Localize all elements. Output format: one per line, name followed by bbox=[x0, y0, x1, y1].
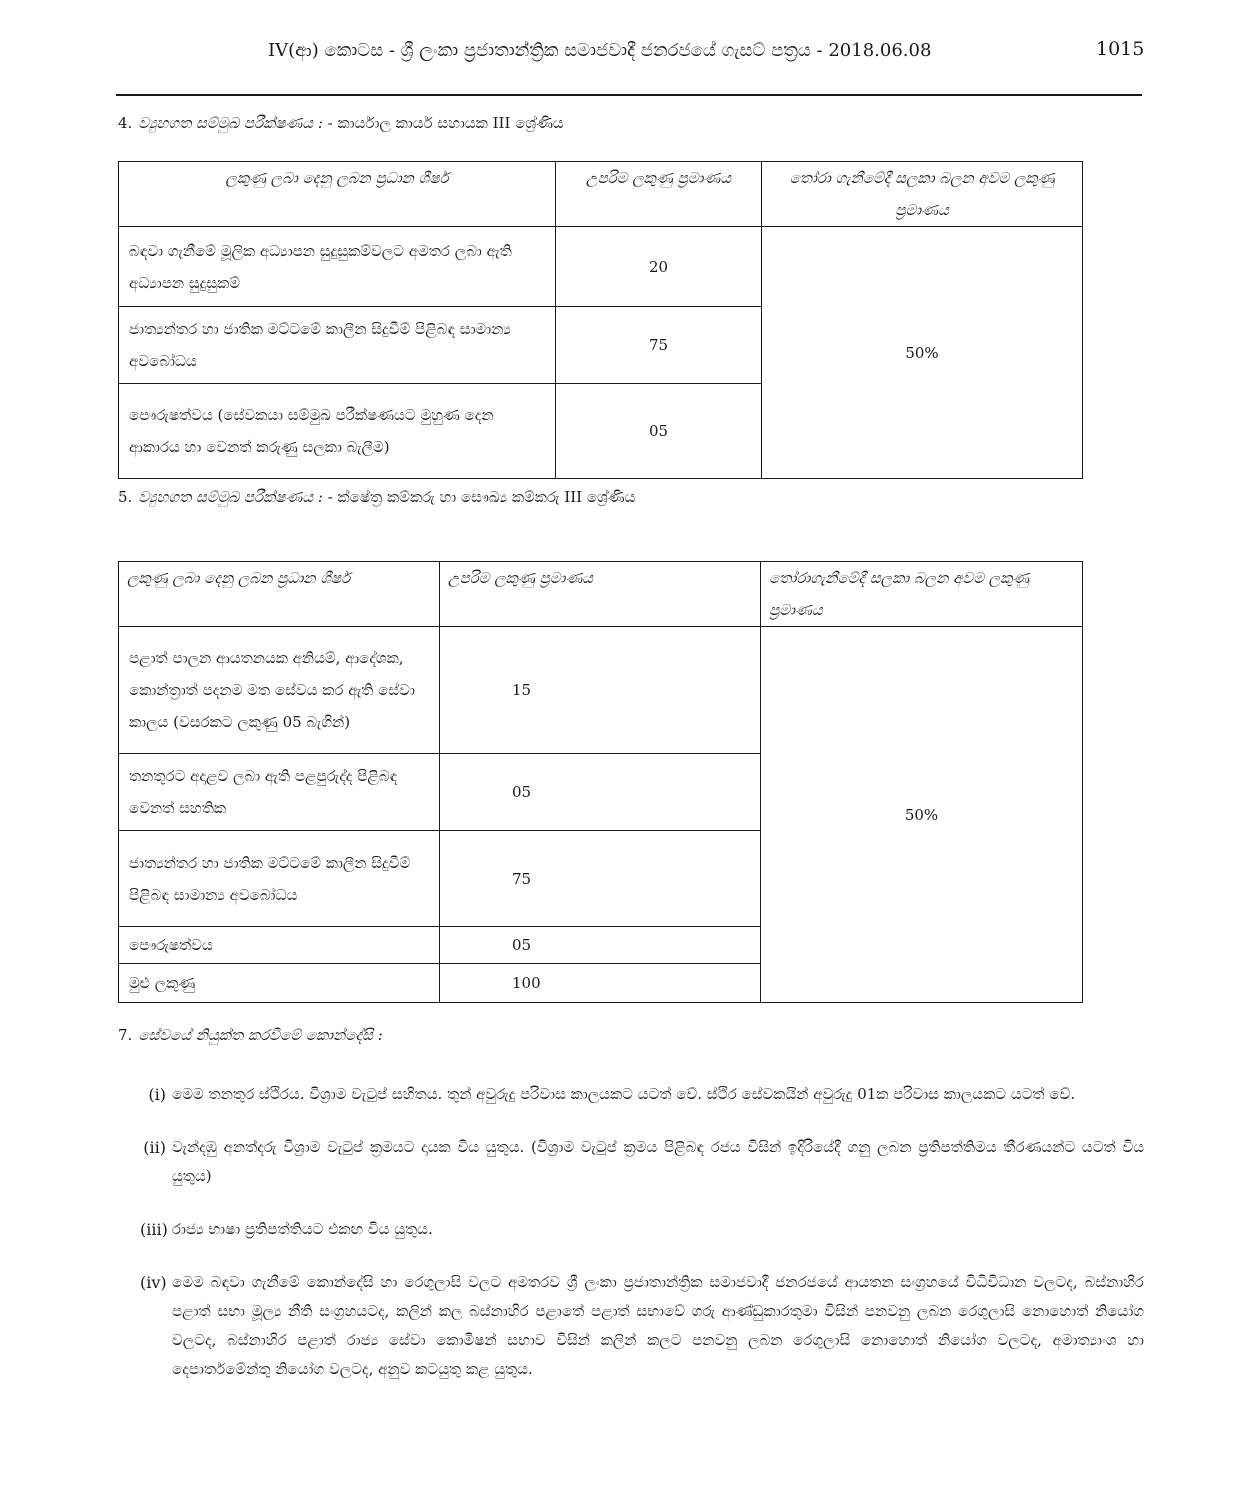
list-item bbox=[140, 1215, 1144, 1244]
condition-text: මෙම තනතුර ස්ථිරය. විශ්‍රාම වැටුප් සහිතය. තුන් අවුරුදු පරිවාස කාලයකට යටත් වේ. ස්ථිර සේවකයින් අවුරුදු 01ක පරිවාස කාලයකට යටත් වේ. bbox=[172, 1085, 1076, 1103]
max-marks-cell: 05 bbox=[440, 754, 761, 831]
min-marks-cell: 50% bbox=[762, 227, 1083, 479]
section-4-heading bbox=[118, 114, 564, 132]
criterion-cell: පෞරුෂත්වය (සේවකයා සම්මුඛ පරීක්ෂණයට මුහුණ දෙන ආකාරය හා වෙනත් කරුණු සලකා බැලීම) bbox=[119, 384, 556, 479]
conditions-list bbox=[140, 1080, 1144, 1384]
condition-text: මෙම බඳවා ගැනීමේ කොන්දේසි හා රෙගුලාසි වලට අමතරව ශ්‍රී ලංකා ප්‍රජාතාන්ත්‍රික සමාජවාදී ජනරජයේ ආයතන සංග්‍රහයේ විධිවිධාන වලටද, බස්නාහිර පළාත් සභා මූල්‍ය නීති සංග්‍රහයටද, කලින් කල බස්නාහිර පළාතේ පළාත් සභාවේ ගරු ආණ්ඩුකාරතුමා විසින් පනවනු ලබන රෙගුලාසි නොහොත් නියෝග වලටද, බස්නාහිර පළාත් රාජ්‍ය සේවා කොමිෂන් සභාව විසින් කලින් කලට පනවනු ලබන රෙගුලාසි නොහොත් නියෝග වලටද, අමාත්‍යාංශ හා දෙපාර්තමේන්තු නියෝග වලටද, අනුව කටයුතු කළ යුතුය. bbox=[172, 1273, 1144, 1378]
condition-number: (iii) bbox=[140, 1220, 168, 1239]
max-marks-cell: 15 bbox=[440, 627, 761, 754]
max-marks-cell: 100 bbox=[440, 964, 761, 1003]
section-5-marks-table bbox=[118, 561, 1083, 1003]
condition-number: (iv) bbox=[140, 1273, 167, 1292]
header-min-marks: තෝරාගැනීමේදී සලකා බලන අවම ලකුණු ප්‍රමාණය bbox=[761, 562, 1083, 627]
header-min-marks: තෝරා ගැනීමේදී සලකා බලන අවම ලකුණු ප්‍රමාණය bbox=[762, 162, 1083, 227]
table-header-row bbox=[119, 162, 1083, 227]
list-item bbox=[140, 1080, 1144, 1109]
criterion-cell: පෞරුෂත්වය bbox=[119, 927, 440, 964]
min-marks-cell: 50% bbox=[761, 627, 1083, 1003]
criterion-cell: පළාත් පාලන ආයතනයක අනියම්, ආදේශක, කොන්ත්‍රාත් පදනම මත සේවය කර ඇති සේවා කාලය (වසරකට ලකුණු 05 බැගින්) bbox=[119, 627, 440, 754]
section-5-number: 5. bbox=[118, 488, 133, 506]
max-marks-cell: 75 bbox=[440, 831, 761, 927]
page-number: 1015 bbox=[1096, 38, 1145, 60]
section-4-marks-table bbox=[118, 161, 1083, 479]
condition-number: (i) bbox=[148, 1085, 166, 1104]
section-4-label: ව්‍යුහගත සම්මුඛ පරීක්ෂණය : bbox=[138, 114, 323, 132]
section-5-heading bbox=[118, 488, 635, 506]
list-item bbox=[140, 1268, 1144, 1384]
condition-text: වැන්දඹු අනත්දරු විශ්‍රාම වැටුප් ක්‍රමයට දායක විය යුතුය. (විශ්‍රාම වැටුප් ක්‍රමය පිළිබඳ රජය විසින් ඉදිරියේදී ගනු ලබන ප්‍රතිපත්තිමය තීරණයන්ට යටත් විය යුතුය) bbox=[172, 1138, 1144, 1185]
section-4-number: 4. bbox=[118, 114, 133, 132]
section-4-title: - කාර්යාල කාර්ය සහායක III ශ්‍රේණිය bbox=[322, 114, 564, 132]
max-marks-cell: 20 bbox=[556, 227, 762, 307]
header-max-marks: උපරිම ලකුණු ප්‍රමාණය bbox=[440, 562, 761, 627]
table-row bbox=[119, 627, 1083, 754]
condition-text: රාජ්‍ය භාෂා ප්‍රතිපත්තියට එකඟ විය යුතුය. bbox=[172, 1220, 433, 1238]
criterion-cell: මුළු ලකුණු bbox=[119, 964, 440, 1003]
criterion-cell: බඳවා ගැනීමේ මූලික අධ්‍යාපන සුදුසුකම්වලට අමතර ලබා ඇති අධ්‍යාපන සුදුසුකම් bbox=[119, 227, 556, 307]
section-7-heading bbox=[118, 1026, 383, 1044]
section-5-title: - ක්ෂේත්‍ර කම්කරු හා සෞඛ්‍ය කම්කරු III ශ්‍රේණිය bbox=[322, 488, 636, 506]
header-max-marks: උපරිම ලකුණු ප්‍රමාණය bbox=[556, 162, 762, 227]
max-marks-cell: 05 bbox=[440, 927, 761, 964]
section-5-label: ව්‍යුහගත සම්මුඛ පරීක්ෂණය : bbox=[138, 488, 323, 506]
criterion-cell: ජාත්‍යන්තර හා ජාතික මට්ටමේ කාලීන සිදුවීම් පිළිබඳ සාමාන්‍ය අවබෝධය bbox=[119, 831, 440, 927]
header-criteria: ලකුණු ලබා දෙනු ලබන ප්‍රධාන ශීර්ෂ bbox=[119, 562, 440, 627]
list-item bbox=[140, 1133, 1144, 1191]
header-criteria: ලකුණු ලබා දෙනු ලබන ප්‍රධාන ශීර්ෂ bbox=[119, 162, 556, 227]
max-marks-cell: 75 bbox=[556, 307, 762, 384]
condition-number: (ii) bbox=[143, 1138, 166, 1157]
table-row bbox=[119, 227, 1083, 307]
header-divider bbox=[116, 94, 1142, 96]
gazette-header-title: IV(ආ) කොටස - ශ්‍රී ලංකා ප්‍රජාතාන්ත්‍රික සමාජවාදී ජනරජයේ ගැසට් පත්‍රය - 2018.06.08 bbox=[268, 40, 932, 61]
section-7-number: 7. bbox=[118, 1026, 133, 1044]
max-marks-cell: 05 bbox=[556, 384, 762, 479]
table-header-row bbox=[119, 562, 1083, 627]
section-7-label: සේවයේ නියුක්ත කරවීමේ කොන්දේසි : bbox=[138, 1026, 383, 1044]
criterion-cell: තනතුරට අදාළව ලබා ඇති පළපුරුද්ද පිළිබඳ වෙනත් සහතික bbox=[119, 754, 440, 831]
criterion-cell: ජාත්‍යන්තර හා ජාතික මට්ටමේ කාලීන සිදුවීම් පිළිබඳ සාමාන්‍ය අවබෝධය bbox=[119, 307, 556, 384]
